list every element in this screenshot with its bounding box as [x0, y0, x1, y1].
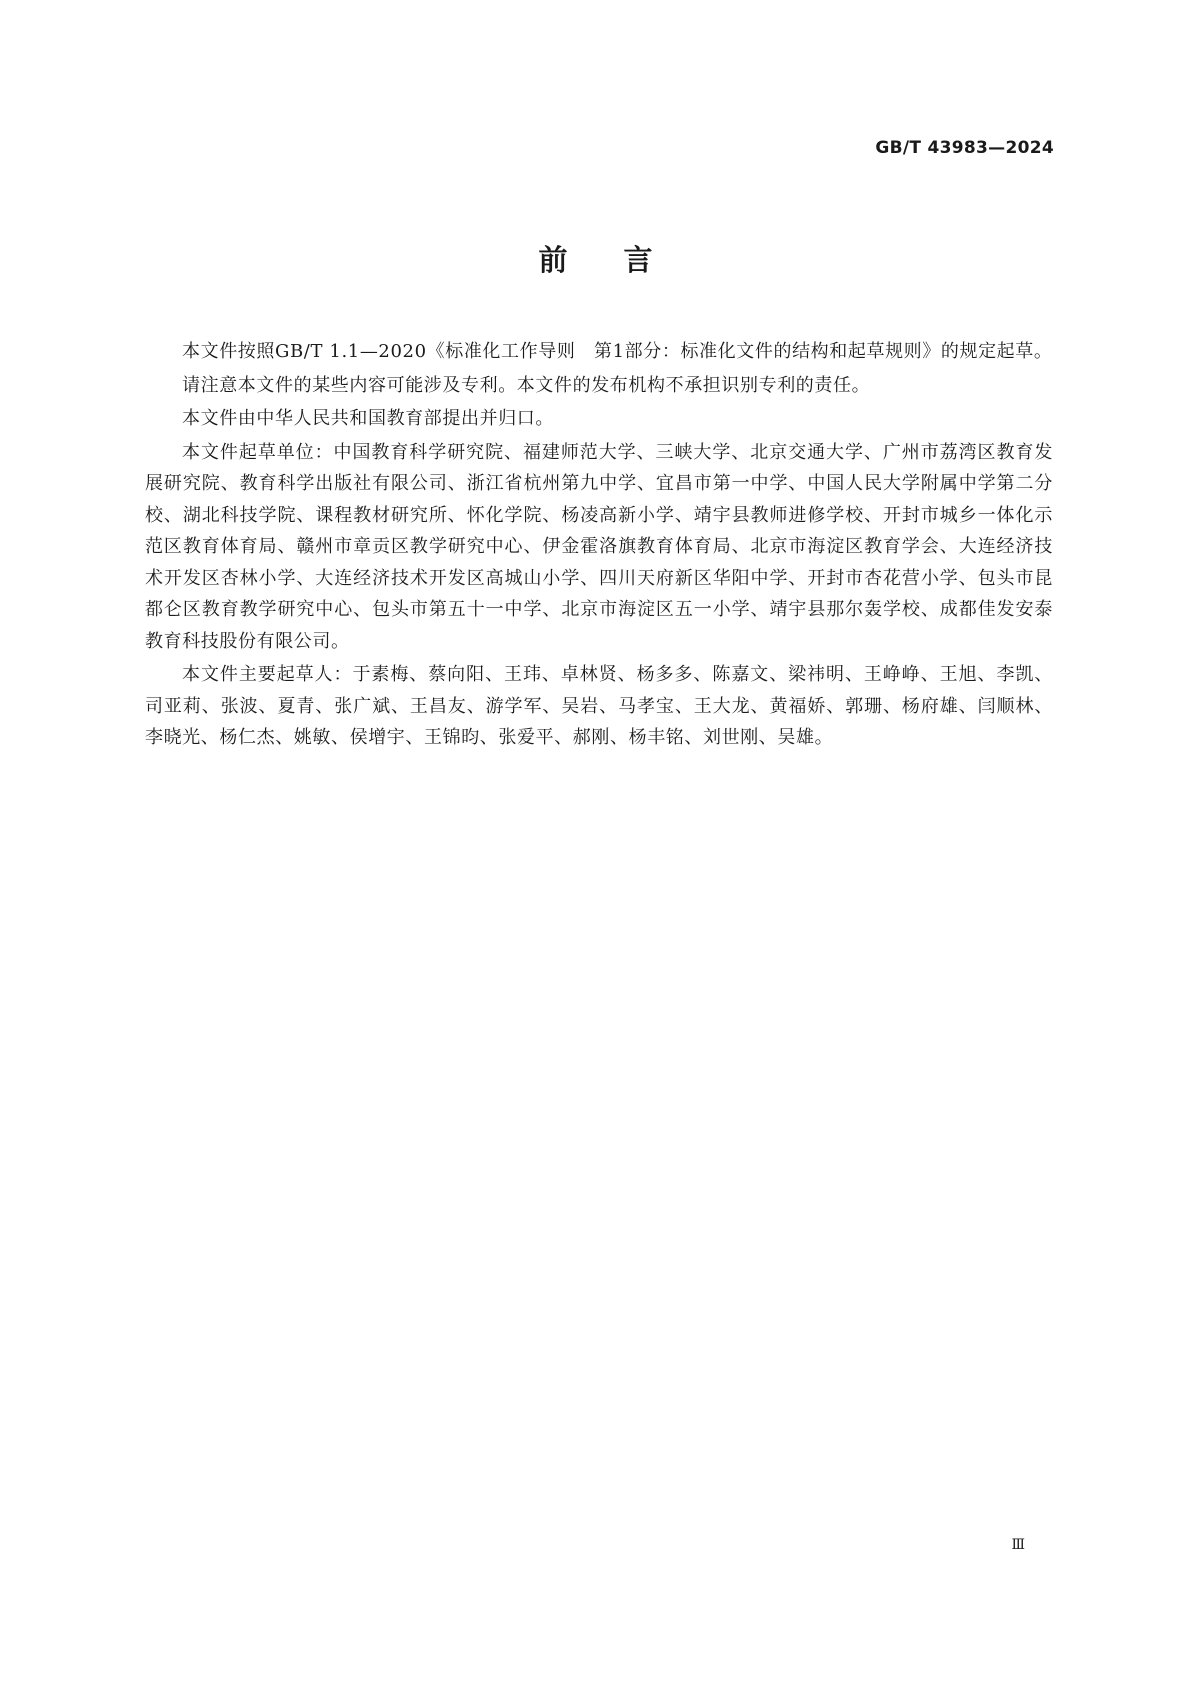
foreword-body	[145, 336, 1053, 756]
page-title: 前言	[538, 243, 709, 277]
paragraph-drafting-rules: 本文件按照GB/T 1.1—2020《标准化工作导则 第1部分：标准化文件的结构和起草规则》的规定起草。	[182, 341, 1053, 362]
paragraph-proposer: 本文件由中华人民共和国教育部提出并归口。	[182, 408, 554, 429]
paragraph-drafters: 本文件主要起草人：于素梅、蔡向阳、王玮、卓林贤、杨多多、陈嘉文、梁祎明、王峥峥、王旭、李凯、司亚莉、张波、夏青、张广斌、王昌友、游学军、吴岩、马孝宝、王大龙、黄福娇、郭珊、杨府雄、闫顺林、李晓光、杨仁杰、姚敏、侯增宇、王锦昀、张爱平、郝刚、杨丰铭、刘世刚、吴雄。	[145, 664, 1053, 748]
paragraph-patent-notice: 请注意本文件的某些内容可能涉及专利。本文件的发布机构不承担识别专利的责任。	[182, 374, 871, 396]
paragraph-drafting-units: 本文件起草单位：中国教育科学研究院、福建师范大学、三峡大学、北京交通大学、广州市荔湾区教育发展研究院、教育科学出版社有限公司、浙江省杭州第九中学、宜昌市第一中学、中国人民大学附属中学第二分校、湖北科技学院、课程教材研究所、怀化学院、杨凌高新小学、靖宇县教师进修学校、开封市城乡一体化示范区教育体育局、赣州市章贡区教学研究中心、伊金霍洛旗教育体育局、北京市海淀区教育学会、大连经济技术开发区杏林小学、大连经济技术开发区高城山小学、四川天府新区华阳中学、开封市杏花营小学、包头市昆都仑区教育教学研究中心、包头市第五十一中学、北京市海淀区五一小学、靖宇县那尔轰学校、成都佳发安泰教育科技股份有限公司。	[145, 441, 1053, 652]
page-number: Ⅲ	[1011, 1537, 1025, 1553]
document-code: GB/T 43983—2024	[875, 138, 1054, 158]
